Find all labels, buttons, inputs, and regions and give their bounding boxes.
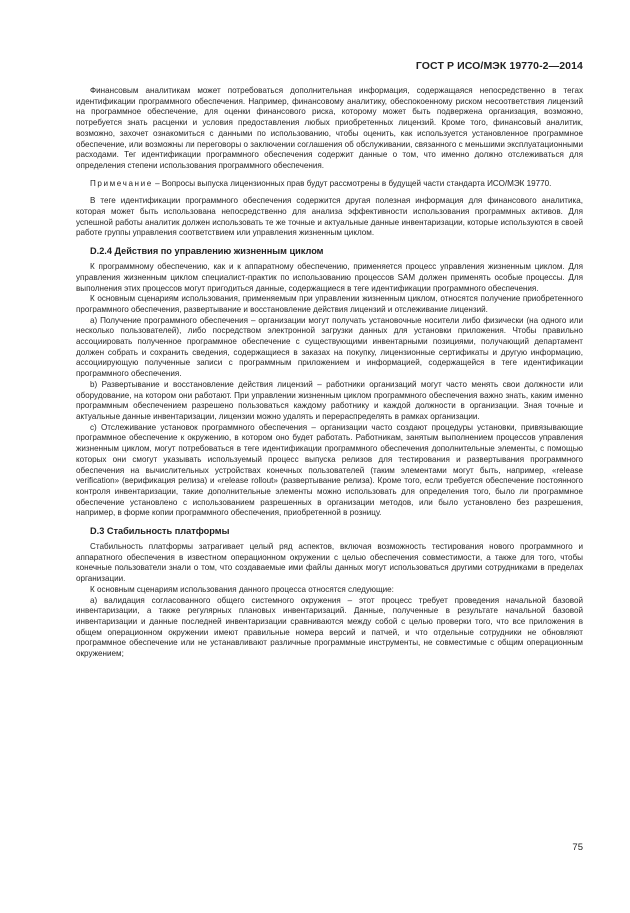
section-heading-d24: D.2.4 Действия по управлению жизненным циклом bbox=[90, 246, 324, 257]
document-body bbox=[76, 86, 583, 660]
paragraph: Финансовым аналитикам может потребоваться дополнительная информация, содержащаяся непосредственно в тегах идентификации программного обеспечения. Например, финансовому аналитику, обеспокоенному риском несоответствия лицензий на программное обеспечение, для оценки финансового риска, которому может быть подвержена организация, возможно, потребуется знать расценки и условия предоставления любых приобретенных лицензий. Кроме того, финансовый аналитик, возможно, захочет ознакомиться с данными по использованию, чтобы оценить, как используется установленное программное обеспечение, или возможны ли переговоры о заключении соглашения об обслуживании, связанного с меньшими эксплуатационными расходами. Тег идентификации программного обеспечения содержит данные о том, что именно должно отслеживаться для определения степени использования программного обеспечения. bbox=[76, 86, 583, 170]
note-text: Вопросы выпуска лицензионных прав будут рассмотрены в будущей части стандарта ИСО/МЭК 19770. bbox=[161, 178, 552, 188]
section-heading-d3: D.3 Стабильность платформы bbox=[90, 526, 230, 537]
list-item-a: a) Получение программного обеспечения – организации могут получать установочные носители либо физически (на одного или несколько пользователей), либо посредством электронной загрузки данных для установки приложения. Чтобы правильно ассоциировать полученное программное обеспечение с существующими инвентарными позициями, получающий департамент должен собрать и сохранить сведения, содержащиеся в заказах на покупку, лицензионные сертификаты и другую информацию, ассоциирующую полученные записи с программным приложением и информацией, содержащейся в теге идентификации программного обеспечения. bbox=[76, 315, 583, 379]
paragraph: К программному обеспечению, как и к аппаратному обеспечению, применяется процесс управления жизненным циклом. Для управления жизненным циклом специалист-практик по использованию процессов SAM должен применять особые процессы. Для выполнения этих процессов могут пригодиться данные, содержащиеся в теге идентификации программного обеспечения. bbox=[76, 262, 583, 293]
list-item-c: c) Отслеживание установок программного обеспечения – организации часто создают процедуры установки, привязывающие программное обеспечение к окружению, в котором оно будет работать. Работникам, занятым выполнением процессов управления жизненным циклом, могут потребоваться в теге идентификации программного обеспечения дополнительные элементы, с помощью которых они смогут указывать используемый процесс выпуска релизов для тестирования и развертывания программного обеспечения на вычислительных устройствах конечных пользователей (таким элементами могут быть, например, «release verification» (верификация релиза) и «release rollout» (развертывание релиза). Кроме того, если требуется обеспечение постоянного контроля инвентаризации, такие дополнительные элементы можно использовать для определения того, было ли программное обеспечение установлено с использованием разрешенных в организации методов, или было установлено без разрешения, например, в форме копии программного обеспечения, приобретенной в розницу. bbox=[76, 422, 583, 518]
document-header: ГОСТ Р ИСО/МЭК 19770-2—2014 bbox=[415, 60, 583, 72]
note-paragraph bbox=[76, 179, 583, 190]
note-dash: – bbox=[152, 178, 162, 188]
note-label: Примечание bbox=[90, 178, 153, 188]
list-item-b: b) Развертывание и восстановление действия лицензий – работники организаций могут часто менять свои должности или оборудование, на котором они работают. При управлении жизненным циклом программного обеспечения важно знать, каким именно программным обеспечением разрешено пользоваться каждому работнику и каждой должности в организации. Зная точные и актуальные данные инвентаризации, лицензии можно удалять и перераспределять в рамках организации. bbox=[76, 379, 583, 421]
page-number: 75 bbox=[572, 842, 583, 853]
paragraph: К основным сценариям использования данного процесса относятся следующие: bbox=[90, 584, 394, 594]
list-item-a: a) валидация согласованного общего системного окружения – этот процесс требует проведения начальной базовой инвентаризации, а также регулярных плановых инвентаризаций. Данные, полученные в результате начальной базовой инвентаризации и данные последней инвентаризации сравниваются между собой с целью проверки того, что все приложения в общем операционном окружении имеют правильные номера версий и патчей, и что отдельные сотрудники не обновляют программное обеспечение или не устанавливают различные программные инструменты, не совместимые с общим операционным окружением; bbox=[76, 595, 583, 659]
paragraph: Стабильность платформы затрагивает целый ряд аспектов, включая возможность тестирования нового программного и аппаратного обеспечения в известном операционном окружении с целью обеспечения совместимости, а также для того, чтобы конечные пользователи знали о том, что создаваемые ими файлы данных могут использоваться другими сотрудниками в пределах организации. bbox=[76, 542, 583, 584]
paragraph: В теге идентификации программного обеспечения содержится другая полезная информация для финансового аналитика, которая может быть использована непосредственно для анализа эффективности использования программных активов. Для успешной работы аналитик должен использовать те же точные и актуальные данные инвентаризации, которые используются в своей работе группы управления соответствием или управления жизненным циклом. bbox=[76, 196, 583, 238]
paragraph: К основным сценариям использования, применяемым при управлении жизненным циклом, относятся получение приобретенного программного обеспечения, развертывание и восстановление действия лицензий и отслеживание лицензий. bbox=[76, 294, 583, 314]
